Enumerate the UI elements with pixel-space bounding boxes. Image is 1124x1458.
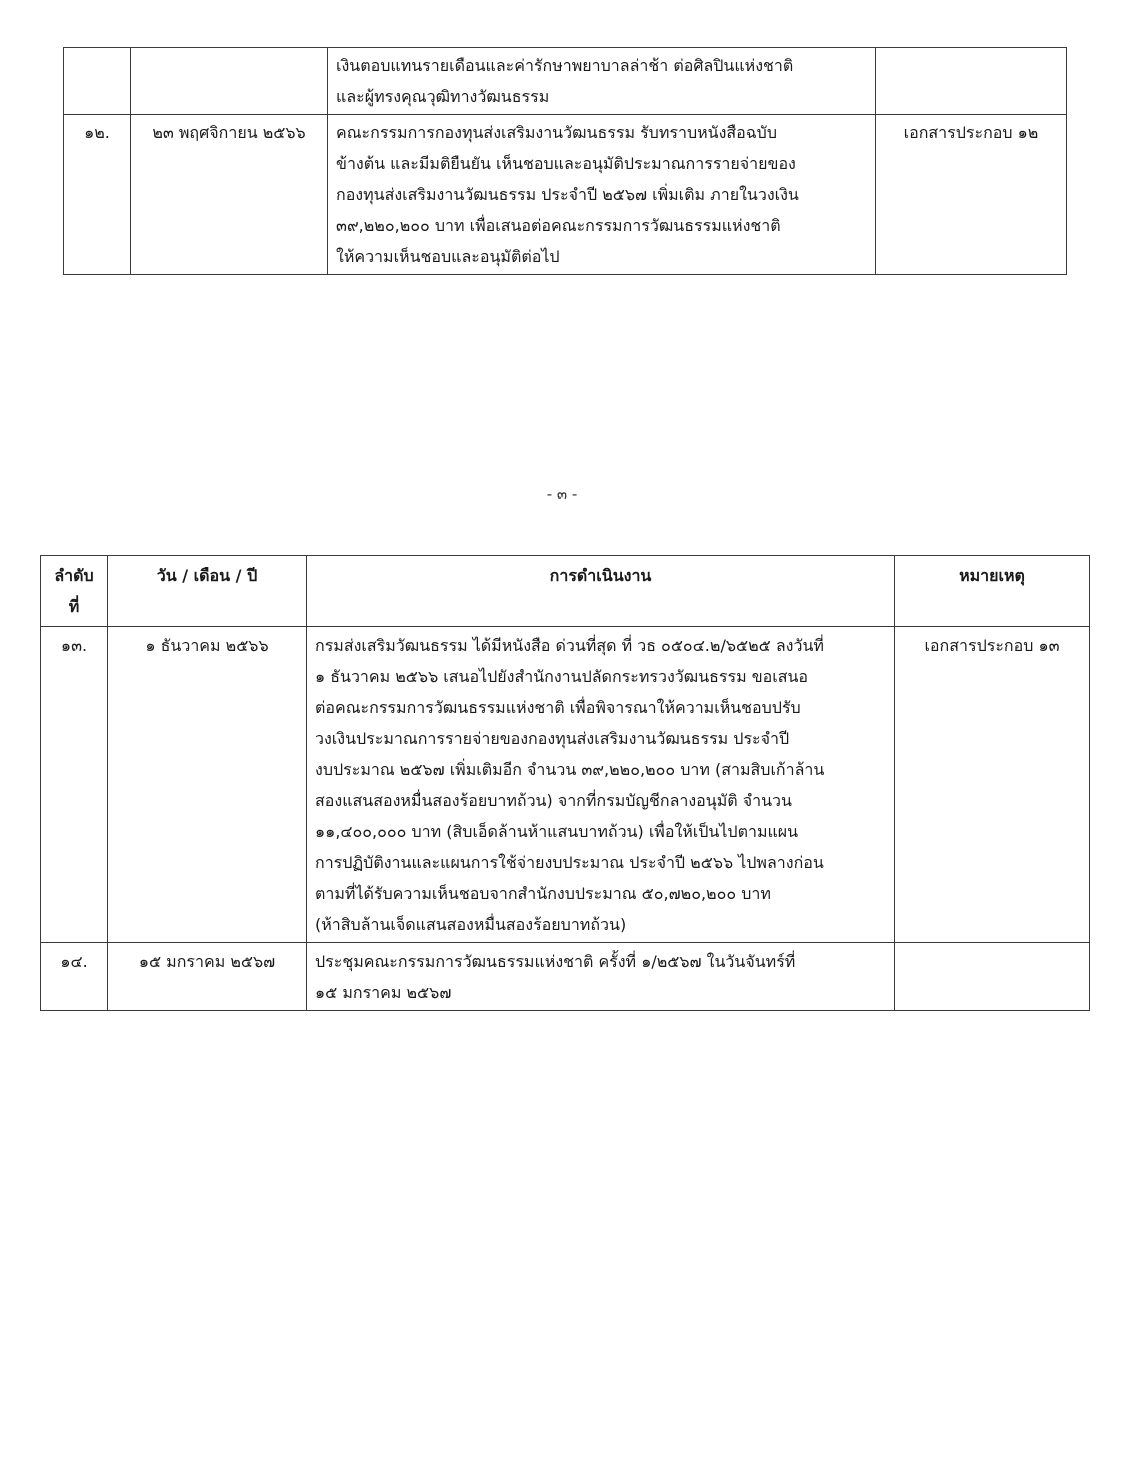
action-line: ๑๑,๔๐๐,๐๐๐ บาท (สิบเอ็ดล้านห้าแสนบาทถ้วน) เพื่อให้เป็นไปตามแผน xyxy=(315,822,799,841)
page-number: - ๓ - xyxy=(546,485,578,503)
row-action xyxy=(307,943,895,1011)
action-line: (ห้าสิบล้านเจ็ดแสนสองหมื่นสองร้อยบาทถ้วน) xyxy=(315,915,627,934)
row-remark xyxy=(876,48,1067,115)
table-row xyxy=(64,115,1067,275)
action-line: ๑ ธันวาคม ๒๕๖๖ เสนอไปยังสำนักงานปลัดกระทรวงวัฒนธรรม ขอเสนอ xyxy=(315,667,809,686)
action-line: คณะกรรมการกองทุนส่งเสริมงานวัฒนธรรม รับทราบหนังสือฉบับ xyxy=(336,123,777,142)
action-line: ข้างต้น และมีมติยืนยัน เห็นชอบและอนุมัติประมาณการรายจ่ายของ xyxy=(336,154,796,173)
header-action: การดำเนินงาน xyxy=(307,556,895,627)
row-date xyxy=(131,48,328,115)
row-number: ๑๓. xyxy=(41,627,108,943)
action-line: ประชุมคณะกรรมการวัฒนธรรมแห่งชาติ ครั้งที่ ๑/๒๕๖๗ ในวันจันทร์ที่ xyxy=(315,952,796,971)
action-line: สองแสนสองหมื่นสองร้อยบาทถ้วน) จากที่กรมบัญชีกลางอนุมัติ จำนวน xyxy=(315,791,792,810)
row-action xyxy=(328,115,876,275)
header-number-line: ลำดับ xyxy=(54,566,94,585)
action-line: การปฏิบัติงานและแผนการใช้จ่ายงบประมาณ ประจำปี ๒๕๖๖ ไปพลางก่อน xyxy=(315,853,824,872)
action-line: เงินตอบแทนรายเดือนและค่ารักษาพยาบาลล่าช้า ต่อศิลปินแห่งชาติ xyxy=(336,56,794,75)
action-line: งบประมาณ ๒๕๖๗ เพิ่มเติมอีก จำนวน ๓๙,๒๒๐,๒๐๐ บาท (สามสิบเก้าล้าน xyxy=(315,760,825,779)
row-date: ๒๓ พฤศจิกายน ๒๕๖๖ xyxy=(131,115,328,275)
action-line: ต่อคณะกรรมการวัฒนธรรมแห่งชาติ เพื่อพิจารณาให้ความเห็นชอบปรับ xyxy=(315,698,801,717)
header-number-line: ที่ xyxy=(68,597,80,616)
action-line: ให้ความเห็นชอบและอนุมัติต่อไป xyxy=(336,247,560,266)
row-action xyxy=(328,48,876,115)
main-table xyxy=(40,555,1090,1011)
table-row xyxy=(41,627,1090,943)
action-line: วงเงินประมาณการรายจ่ายของกองทุนส่งเสริมงานวัฒนธรรม ประจำปี xyxy=(315,729,790,748)
header-remark: หมายเหตุ xyxy=(895,556,1090,627)
row-number: ๑๔. xyxy=(41,943,108,1011)
row-remark: เอกสารประกอบ ๑๒ xyxy=(876,115,1067,275)
row-action xyxy=(307,627,895,943)
row-date: ๑๕ มกราคม ๒๕๖๗ xyxy=(108,943,307,1011)
row-date: ๑ ธันวาคม ๒๕๖๖ xyxy=(108,627,307,943)
row-remark: เอกสารประกอบ ๑๓ xyxy=(895,627,1090,943)
action-line: ๑๕ มกราคม ๒๕๖๗ xyxy=(315,983,452,1002)
table-row xyxy=(64,48,1067,115)
row-remark xyxy=(895,943,1090,1011)
action-line: กรมส่งเสริมวัฒนธรรม ได้มีหนังสือ ด่วนที่สุด ที่ วธ ๐๕๐๔.๒/๖๕๒๕ ลงวันที่ xyxy=(315,636,824,655)
continued-table xyxy=(63,47,1067,275)
action-line: ตามที่ได้รับความเห็นชอบจากสำนักงบประมาณ ๕๐,๗๒๐,๒๐๐ บาท xyxy=(315,884,771,903)
row-number xyxy=(64,48,131,115)
action-line: ๓๙,๒๒๐,๒๐๐ บาท เพื่อเสนอต่อคณะกรรมการวัฒนธรรมแห่งชาติ xyxy=(336,216,781,235)
header-number xyxy=(41,556,108,627)
header-date: วัน / เดือน / ปี xyxy=(108,556,307,627)
table-row xyxy=(41,943,1090,1011)
action-line: และผู้ทรงคุณวุฒิทางวัฒนธรรม xyxy=(336,87,550,106)
row-number: ๑๒. xyxy=(64,115,131,275)
table-header-row xyxy=(41,556,1090,627)
action-line: กองทุนส่งเสริมงานวัฒนธรรม ประจำปี ๒๕๖๗ เพิ่มเติม ภายในวงเงิน xyxy=(336,185,799,204)
